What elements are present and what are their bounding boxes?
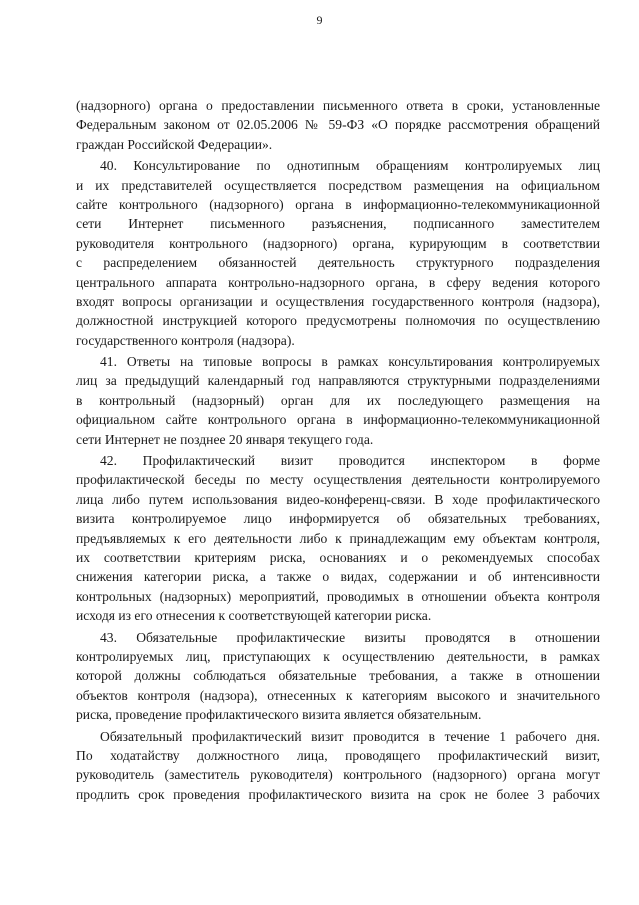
text-line: профилактической беседы по месту осуществления деятельности контролируемого xyxy=(76,472,600,488)
text-line: Обязательный профилактический визит проводится в течение 1 рабочего дня. xyxy=(100,728,600,744)
text-line: исходя из его отнесения к соответствующей категории риска. xyxy=(76,608,432,624)
text-line: руководитель (заместитель руководителя) контрольного (надзорного) органа могут xyxy=(76,767,600,783)
text-line: центрального аппарата контрольно-надзорного органа, в сферу ведения которого xyxy=(76,274,600,290)
text-line: входят вопросы организации и осуществления государственного контроля (надзора), xyxy=(76,293,600,309)
text-line: лица либо путем использования видео-конференц-связи. В ходе профилактического xyxy=(76,491,600,507)
text-line: государственного контроля (надзора). xyxy=(76,332,295,348)
document-body xyxy=(76,96,600,804)
paragraph-43-continued xyxy=(76,727,600,805)
text-line: с распределением обязанностей деятельность структурного подразделения xyxy=(76,255,600,271)
text-line: сети Интернет не позднее 20 января текущего года. xyxy=(76,431,374,447)
text-line: контрольных (надзорных) мероприятий, проводимых в отношении объекта контроля xyxy=(76,588,600,604)
text-line: контролируемых лиц, приступающих к осуществлению деятельности, в рамках xyxy=(76,648,600,664)
text-line: 43. Обязательные профилактические визиты проводятся в отношении xyxy=(100,629,600,645)
page-number: 9 xyxy=(316,13,323,27)
paragraph-42 xyxy=(76,451,600,626)
text-line: которой должны соблюдаться обязательные требования, а также в отношении xyxy=(76,668,600,684)
text-line: 42. Профилактический визит проводится инспектором в форме xyxy=(100,453,600,469)
text-line: предъявляемых к его деятельности либо к принадлежащим ему объектам контроля, xyxy=(76,530,600,546)
text-line: руководителя контрольного (надзорного) органа, курирующим в соответствии xyxy=(76,235,600,251)
text-line: лиц за предыдущий календарный год направляются структурными подразделениями xyxy=(76,373,600,389)
text-line: граждан Российской Федерации». xyxy=(76,136,273,152)
paragraph-41 xyxy=(76,352,600,449)
text-line: 40. Консультирование по однотипным обращениям контролируемых лиц xyxy=(100,158,600,174)
paragraph-continuation xyxy=(76,96,600,154)
text-line: сети Интернет письменного разъяснения, подписанного заместителем xyxy=(76,216,600,232)
text-line: По ходатайству должностного лица, проводящего профилактический визит, xyxy=(76,747,600,763)
paragraph-40 xyxy=(76,156,600,350)
text-line: продлить срок проведения профилактического визита на срок не более 3 рабочих xyxy=(76,786,600,802)
text-line: в контрольный (надзорный) орган для их последующего размещения на xyxy=(76,392,600,408)
text-line: и их представителей осуществляется посредством размещения на официальном xyxy=(76,177,600,193)
text-line: сайте контрольного (надзорного) органа в информационно-телекоммуникационной xyxy=(76,196,600,212)
text-line: объектов контроля (надзора), отнесенных к категориям высокого и значительного xyxy=(76,687,600,703)
text-line: должностной инструкцией которого предусмотрены полномочия по осуществлению xyxy=(76,313,600,329)
text-line: риска, проведение профилактического визита является обязательным. xyxy=(76,707,482,723)
text-line: 41. Ответы на типовые вопросы в рамках консультирования контролируемых xyxy=(100,354,600,370)
text-line: официальном сайте контрольного органа в информационно-телекоммуникационной xyxy=(76,412,600,428)
text-line: снижения категории риска, а также о видах, содержании и об интенсивности xyxy=(76,569,600,585)
text-line: Федеральным законом от 02.05.2006 № 59-ФЗ «О порядке рассмотрения обращений xyxy=(76,117,600,133)
text-line: (надзорного) органа о предоставлении письменного ответа в сроки, установленные xyxy=(76,98,600,113)
text-line: визита контролируемое лицо информируется об обязательных требованиях, xyxy=(76,511,600,527)
text-line: их соответствии критериям риска, основаниях и о рекомендуемых способах xyxy=(76,549,600,565)
paragraph-43 xyxy=(76,628,600,725)
